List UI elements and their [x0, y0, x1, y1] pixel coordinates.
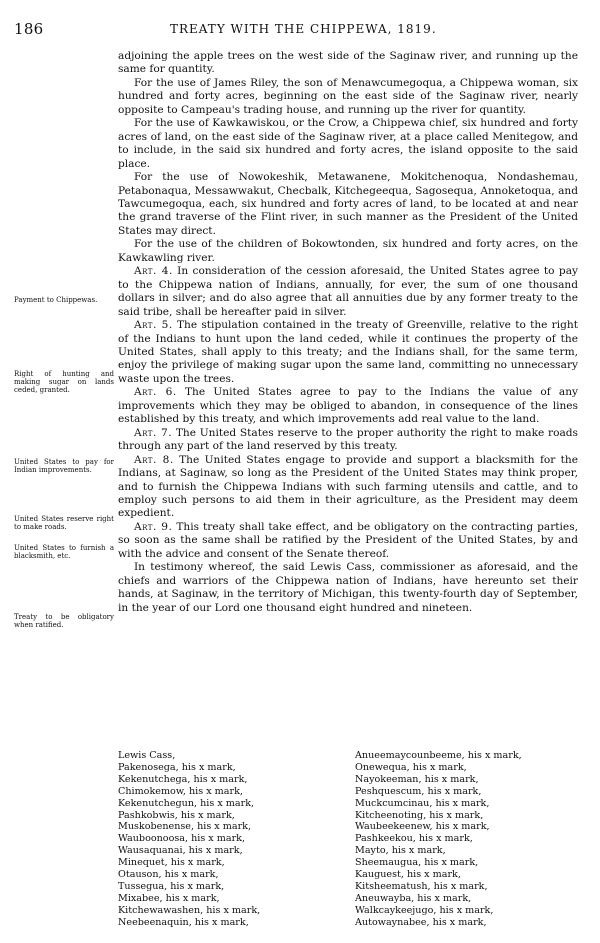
signatory: Kitsheematush, his x mark, — [355, 880, 488, 892]
signatory: Lewis Cass, — [118, 750, 176, 761]
signatories-left-column — [118, 750, 348, 929]
signatory: Pashkobwis, his x mark, — [118, 809, 235, 821]
signatory: Onewequa, his x mark, — [355, 761, 467, 773]
article-8: Art. 8. The United States engage to provide and support a blacksmith for the Indians, at Saginaw, so long as the President of the United States may think proper, and to furnish the Chippewa Indians with such farming utensils and cattle, and to employ such persons to aid them in their agriculture, as the President may deem expedient. — [118, 453, 578, 520]
signatory: Pashkeekou, his x mark, — [355, 833, 473, 845]
signatory: Tussegua, his x mark, — [118, 880, 225, 892]
article-5: Art. 5. The stipulation contained in the treaty of Greenville, relative to the right of the Indians to hunt upon the land ceded, while it continues the property of the United States, shall apply to this treaty; and the Indians shall, for the same term, enjoy the privilege of making sugar upon the same land, committing no unnecessary waste upon the trees. — [118, 319, 578, 385]
paragraph-bokowtonden: For the use of the children of Bokowtonden, six hundred and forty acres, on the Kawkawling river. — [118, 238, 578, 264]
paragraph-nowokeshik: For the use of Nowokeshik, Metawanene, Mokitchenoqua, Nondashemau, Petabonaqua, Messawwakut, Checbalk, Kitchegeequa, Sagosequa, Annoketoqua, and Tawcumegoqua, each, six hundred and forty acres of land, to be located at and near the grand traverse of the Flint river, in such manner as the President of the United States may direct. — [118, 171, 578, 237]
signatory: Mixabee, his x mark, — [118, 892, 220, 904]
article-6: Art. 6. The United States agree to pay to the Indians the value of any improvements which they may be obliged to abandon, in consequence of the lines established by this treaty, and which improvements add real value to the land. — [118, 386, 579, 426]
signatory: Aneuwayba, his x mark, — [355, 892, 472, 904]
signatory: Wauboonoosa, his x mark, — [118, 833, 246, 845]
article-label: Art. 6. — [134, 386, 177, 399]
signatory: Nayokeeman, his x mark, — [355, 773, 479, 785]
signatory: Muckcumcinau, his x mark, — [355, 797, 490, 809]
paragraph-kawkawiskou: For the use of Kawkawiskou, or the Crow, a Chippewa chief, six hundred and forty acres of land, on the east side of the Saginaw river, at a place called Menitegow, and to include, in the said six hundred and forty acres, the island opposite to the said place. — [118, 117, 578, 170]
article-label: Art. 8. — [134, 453, 174, 466]
article-label: Art. 7. — [134, 426, 173, 439]
signatory: Autowaynabee, his x mark, — [355, 916, 487, 928]
signatory: Pakenosega, his x mark, — [118, 761, 236, 773]
signatory: Mayto, his x mark, — [355, 845, 446, 857]
signatory: Muskobenense, his x mark, — [118, 821, 252, 833]
article-label: Art. 5. — [134, 319, 173, 332]
signatories-right-column — [355, 750, 587, 929]
running-head: TREATY WITH THE CHIPPEWA, 1819. — [170, 22, 437, 36]
treaty-body — [118, 50, 578, 615]
paragraph-continuation: adjoining the apple trees on the west side of the Saginaw river, and running up the same for quantity. — [118, 50, 578, 76]
sidenote-blacksmith: United States to furnish a blacksmith, etc. — [14, 544, 114, 560]
sidenote-ratification: Treaty to be obligatory when ratified. — [14, 613, 114, 629]
signatory: Minequet, his x mark, — [118, 857, 225, 869]
article-9: Art. 9. This treaty shall take effect, and be obligatory on the contracting parties, so soon as the same shall be ratified by the President of the United States, by and with the advice and consent of the Senate thereof. — [118, 520, 578, 560]
signatory: Sheemaugua, his x mark, — [355, 857, 479, 869]
signatory: Peshquescum, his x mark, — [355, 785, 482, 797]
sidenote-improvements: United States to pay for Indian improvements. — [14, 458, 114, 474]
signatory: Walkcaykeejugo, his x mark, — [355, 904, 494, 916]
signatory: Wausaquanai, his x mark, — [118, 845, 243, 857]
signatory: Kitcheenoting, his x mark, — [355, 809, 484, 821]
testimony-paragraph: In testimony whereof, the said Lewis Cass, commissioner as aforesaid, and the chiefs and warriors of the Chippewa nation of Indians, have hereunto set their hands, at Saginaw, in the territory of Michigan, this twenty-fourth day of September, in the year of our Lord one thousand eight hundred and nineteen. — [118, 561, 578, 614]
article-label: Art. 9. — [134, 520, 173, 533]
signatory: Kitchewawashen, his x mark, — [118, 904, 261, 916]
signatory: Neebeenaquin, his x mark, — [118, 916, 249, 928]
sidenote-payment: Payment to Chippewas. — [14, 296, 98, 304]
signatory: Kekenutchega, his x mark, — [118, 773, 248, 785]
signatory: Anueemaycounbeeme, his x mark, — [355, 750, 522, 761]
article-4: Art. 4. In consideration of the cession aforesaid, the United States agree to pay to the Chippewa nation of Indians, annually, for ever, the sum of one thousand dollars in silver; and do also agree that all annuities due by any former treaty to the said tribe, shall be hereafter paid in silver. — [118, 265, 578, 318]
signatory: Kauguest, his x mark, — [355, 869, 461, 881]
signatory: Otauson, his x mark, — [118, 869, 219, 881]
page-number: 186 — [14, 20, 44, 38]
paragraph-james-riley: For the use of James Riley, the son of Menawcumegoqua, a Chippewa woman, six hundred and forty acres, beginning on the east side of the Saginaw river, nearly opposite to Campeau's trading house, and running up the river for quantity. — [118, 76, 578, 116]
signatory: Kekenutchegun, his x mark, — [118, 797, 255, 809]
signatory: Waubeekeenew, his x mark, — [355, 821, 490, 833]
article-7: Art. 7. The United States reserve to the proper authority the right to make roads through any part of the land reserved by this treaty. — [118, 426, 578, 453]
signatory: Chimokemow, his x mark, — [118, 785, 243, 797]
sidenote-roads: United States reserve right to make roads. — [14, 515, 114, 531]
article-label: Art. 4. — [134, 265, 173, 278]
sidenote-hunting-rights: Right of hunting and making sugar on lands ceded, granted. — [14, 370, 114, 394]
